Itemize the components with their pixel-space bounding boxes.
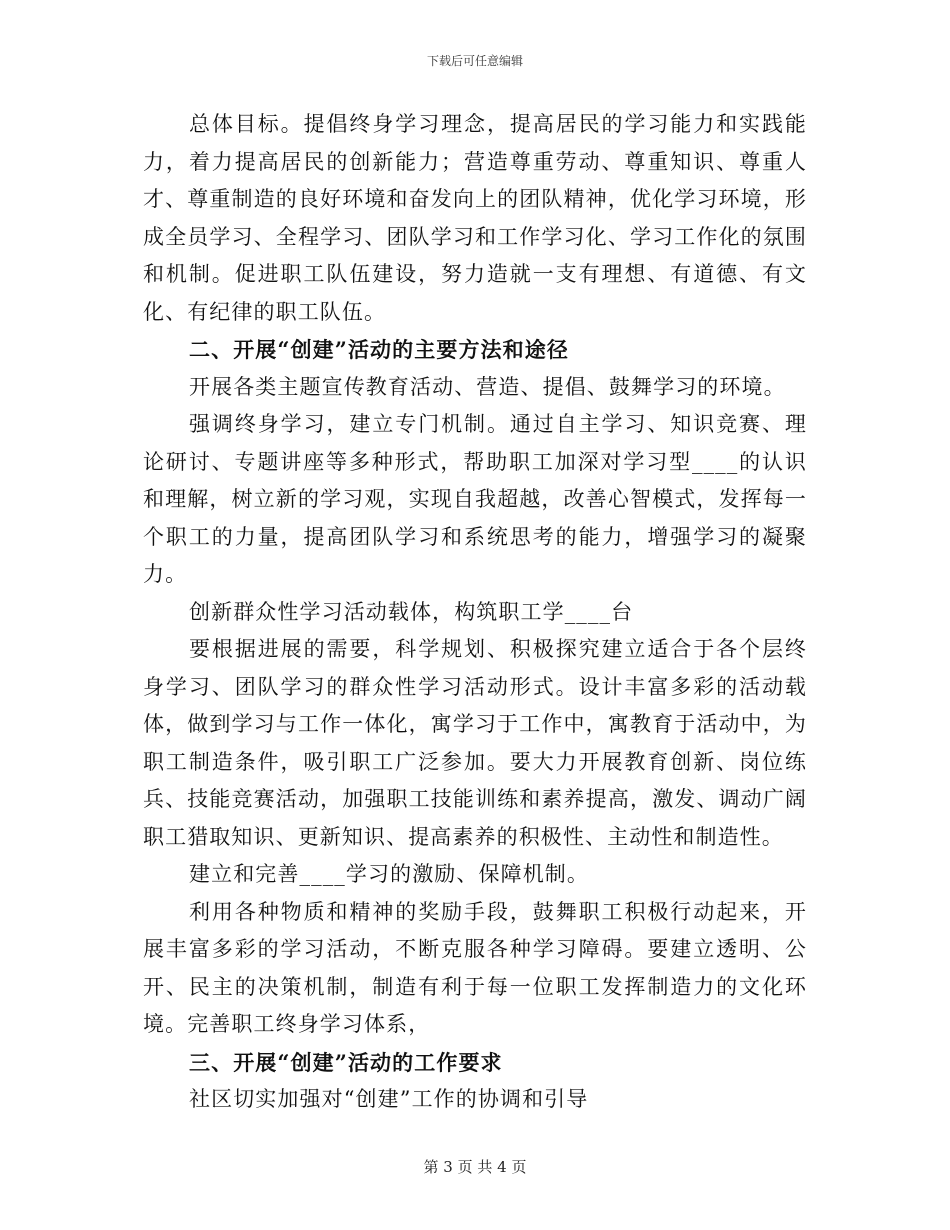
paragraph: 利用各种物质和精神的奖励手段，鼓舞职工积极行动起来，开展丰富多彩的学习活动，不断克服各种学习障碍。要建立透明、公开、民主的决策机制，制造有利于每一位职工发挥制造力的文化环境。完善职工终身学习体系， <box>143 899 807 1036</box>
paragraph: 社区切实加强对“创建”工作的协调和引导 <box>189 1087 589 1111</box>
paragraph-overall-goal: 总体目标。提倡终身学习理念，提高居民的学习能力和实践能力，着力提高居民的创新能力；营造尊重劳动、尊重知识、尊重人才、尊重制造的良好环境和奋发向上的团队精神，优化学习环境，形成全员学习、全程学习、团队学习和工作学习化、学习工作化的氛围和机制。促进职工队伍建设，努力造就一支有理想、有道德、有文化、有纪律的职工队伍。 <box>143 112 807 324</box>
section-heading-methods: 二、开展“创建”活动的主要方法和途径 <box>189 337 569 362</box>
paragraph: 创新群众性学习活动载体，构筑职工学____台 <box>189 599 634 624</box>
paragraph: 建立和完善____学习的激励、保障机制。 <box>189 862 589 886</box>
page-header: 下载后可任意编辑 <box>426 54 523 68</box>
section-heading-requirements: 三、开展“创建”活动的工作要求 <box>189 1049 503 1075</box>
page-footer: 第 3 页 共 4 页 <box>423 1158 527 1176</box>
document-body <box>143 106 807 1119</box>
paragraph: 开展各类主题宣传教育活动、营造、提倡、鼓舞学习的环境。 <box>189 374 786 399</box>
paragraph: 强调终身学习，建立专门机制。通过自主学习、知识竞赛、理论研讨、专题讲座等多种形式，帮助职工加深对学习型____的认识和理解，树立新的学习观，实现自我超越，改善心智模式，发挥每一个职工的力量，提高团队学习和系统思考的能力，增强学习的凝聚力。 <box>143 412 807 586</box>
paragraph: 要根据进展的需要，科学规划、积极探究建立适合于各个层终身学习、团队学习的群众性学习活动形式。设计丰富多彩的活动载体，做到学习与工作一体化，寓学习于工作中，寓教育于活动中，为职工制造条件，吸引职工广泛参加。要大力开展教育创新、岗位练兵、技能竞赛活动，加强职工技能训练和素养提高，激发、调动广阔职工猎取知识、更新知识、提高素养的积极性、主动性和制造性。 <box>143 637 807 849</box>
